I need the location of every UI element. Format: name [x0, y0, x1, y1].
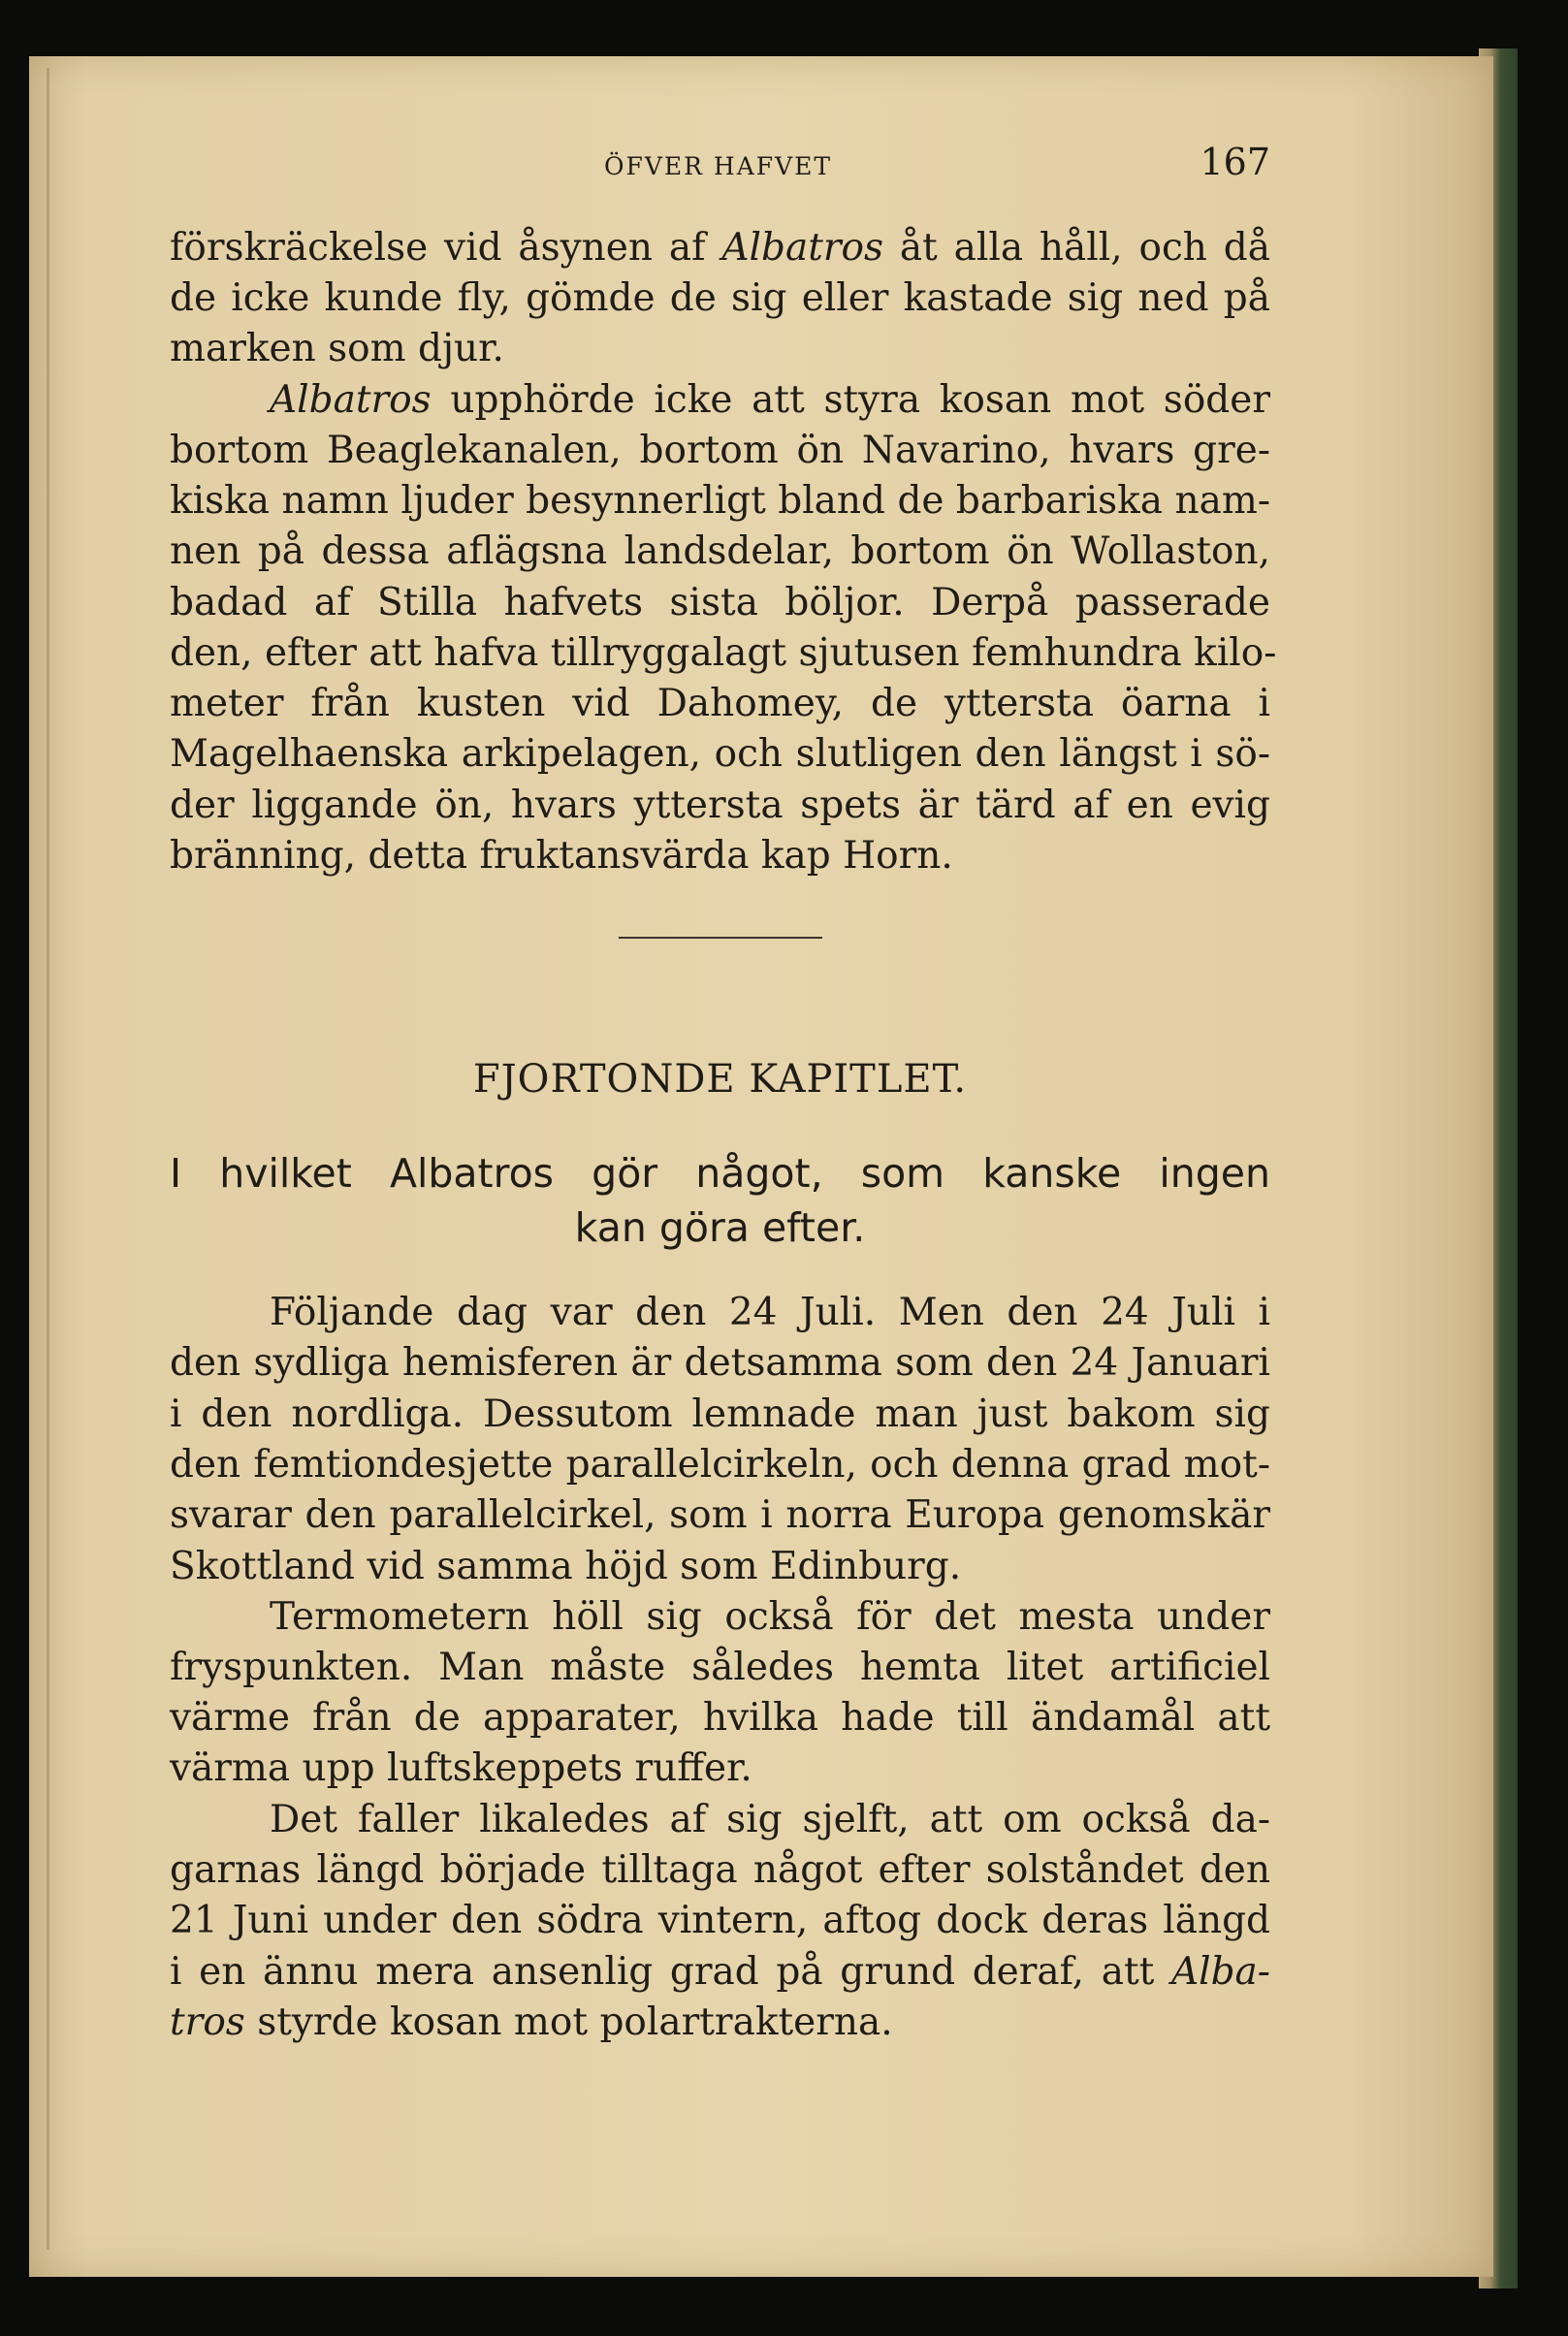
running-title: ÖFVER HAFVET: [604, 152, 833, 180]
text-line: der liggande ön, hvars yttersta spets är tärd af en evig: [170, 784, 1270, 827]
text-line: bränning, detta fruktansvärda kap Horn.: [170, 834, 953, 878]
page-fold-shadow: [47, 68, 49, 2250]
text-line: fryspunkten. Man måste således hemta litet artificiel: [170, 1646, 1270, 1689]
chapter-subtitle-line-2: kan göra efter.: [574, 1204, 866, 1251]
text-line: förskräckelse vid åsynen af Albatros åt alla håll, och då: [170, 226, 1270, 270]
text-line: marken som djur.: [170, 327, 504, 370]
text-line: svarar den parallelcirkel, som i norra Europa genomskär: [170, 1493, 1270, 1537]
text-line: 21 Juni under den södra vintern, aftog dock deras längd: [170, 1899, 1270, 1942]
text-line: Skottland vid samma höjd som Edinburg.: [170, 1545, 962, 1588]
text-line: tros styrde kosan mot polartrakterna.: [170, 2000, 893, 2044]
page-number: 167: [1200, 141, 1270, 183]
text-line: värma upp luftskeppets ruffer.: [170, 1746, 752, 1790]
text-line: Det faller likaledes af sig sjelft, att om också da-: [270, 1798, 1270, 1841]
text-line: Magelhaenska arkipelagen, och slutligen den längst i sö-: [170, 732, 1270, 776]
text-line: Albatros upphörde icke att styra kosan mot söder: [270, 378, 1270, 422]
chapter-title: FJORTONDE KAPITLET.: [472, 1057, 968, 1102]
text-line: garnas längd började tilltaga något efter solståndet den: [170, 1848, 1270, 1892]
text-line: den sydliga hemisferen är detsamma som den 24 Januari: [170, 1341, 1270, 1385]
text-line: badad af Stilla hafvets sista böljor. Derpå passerade: [170, 581, 1270, 624]
text-line: den femtiondesjette parallelcirkeln, och denna grad mot-: [170, 1443, 1270, 1487]
text-line: Följande dag var den 24 Juli. Men den 24 Juli i: [270, 1291, 1270, 1334]
text-line: meter från kusten vid Dahomey, de yttersta öarna i: [170, 682, 1270, 725]
text-line: kiska namn ljuder besynnerligt bland de barbariska nam-: [170, 479, 1270, 523]
text-line: bortom Beaglekanalen, bortom ön Navarino, hvars gre-: [170, 429, 1270, 472]
chapter-subtitle-line-1: I hvilket Albatros gör något, som kanske ingen: [170, 1150, 1270, 1197]
text-line: i en ännu mera ansenlig grad på grund deraf, att Alba-: [170, 1950, 1270, 1994]
text-line: nen på dessa aflägsna landsdelar, bortom ön Wollaston,: [170, 529, 1270, 573]
text-line: de icke kunde fly, gömde de sig eller kastade sig ned på: [170, 276, 1270, 320]
text-line: Termometern höll sig också för det mesta under: [270, 1595, 1270, 1639]
text-line: den, efter att hafva tillryggalagt sjutusen femhundra kilo-: [170, 631, 1277, 675]
text-line: värme från de apparater, hvilka hade till ändamål att: [170, 1696, 1270, 1740]
page-header: [170, 141, 1270, 189]
text-line: i den nordliga. Dessutom lemnade man just bakom sig: [170, 1392, 1270, 1436]
section-divider: [619, 937, 822, 939]
